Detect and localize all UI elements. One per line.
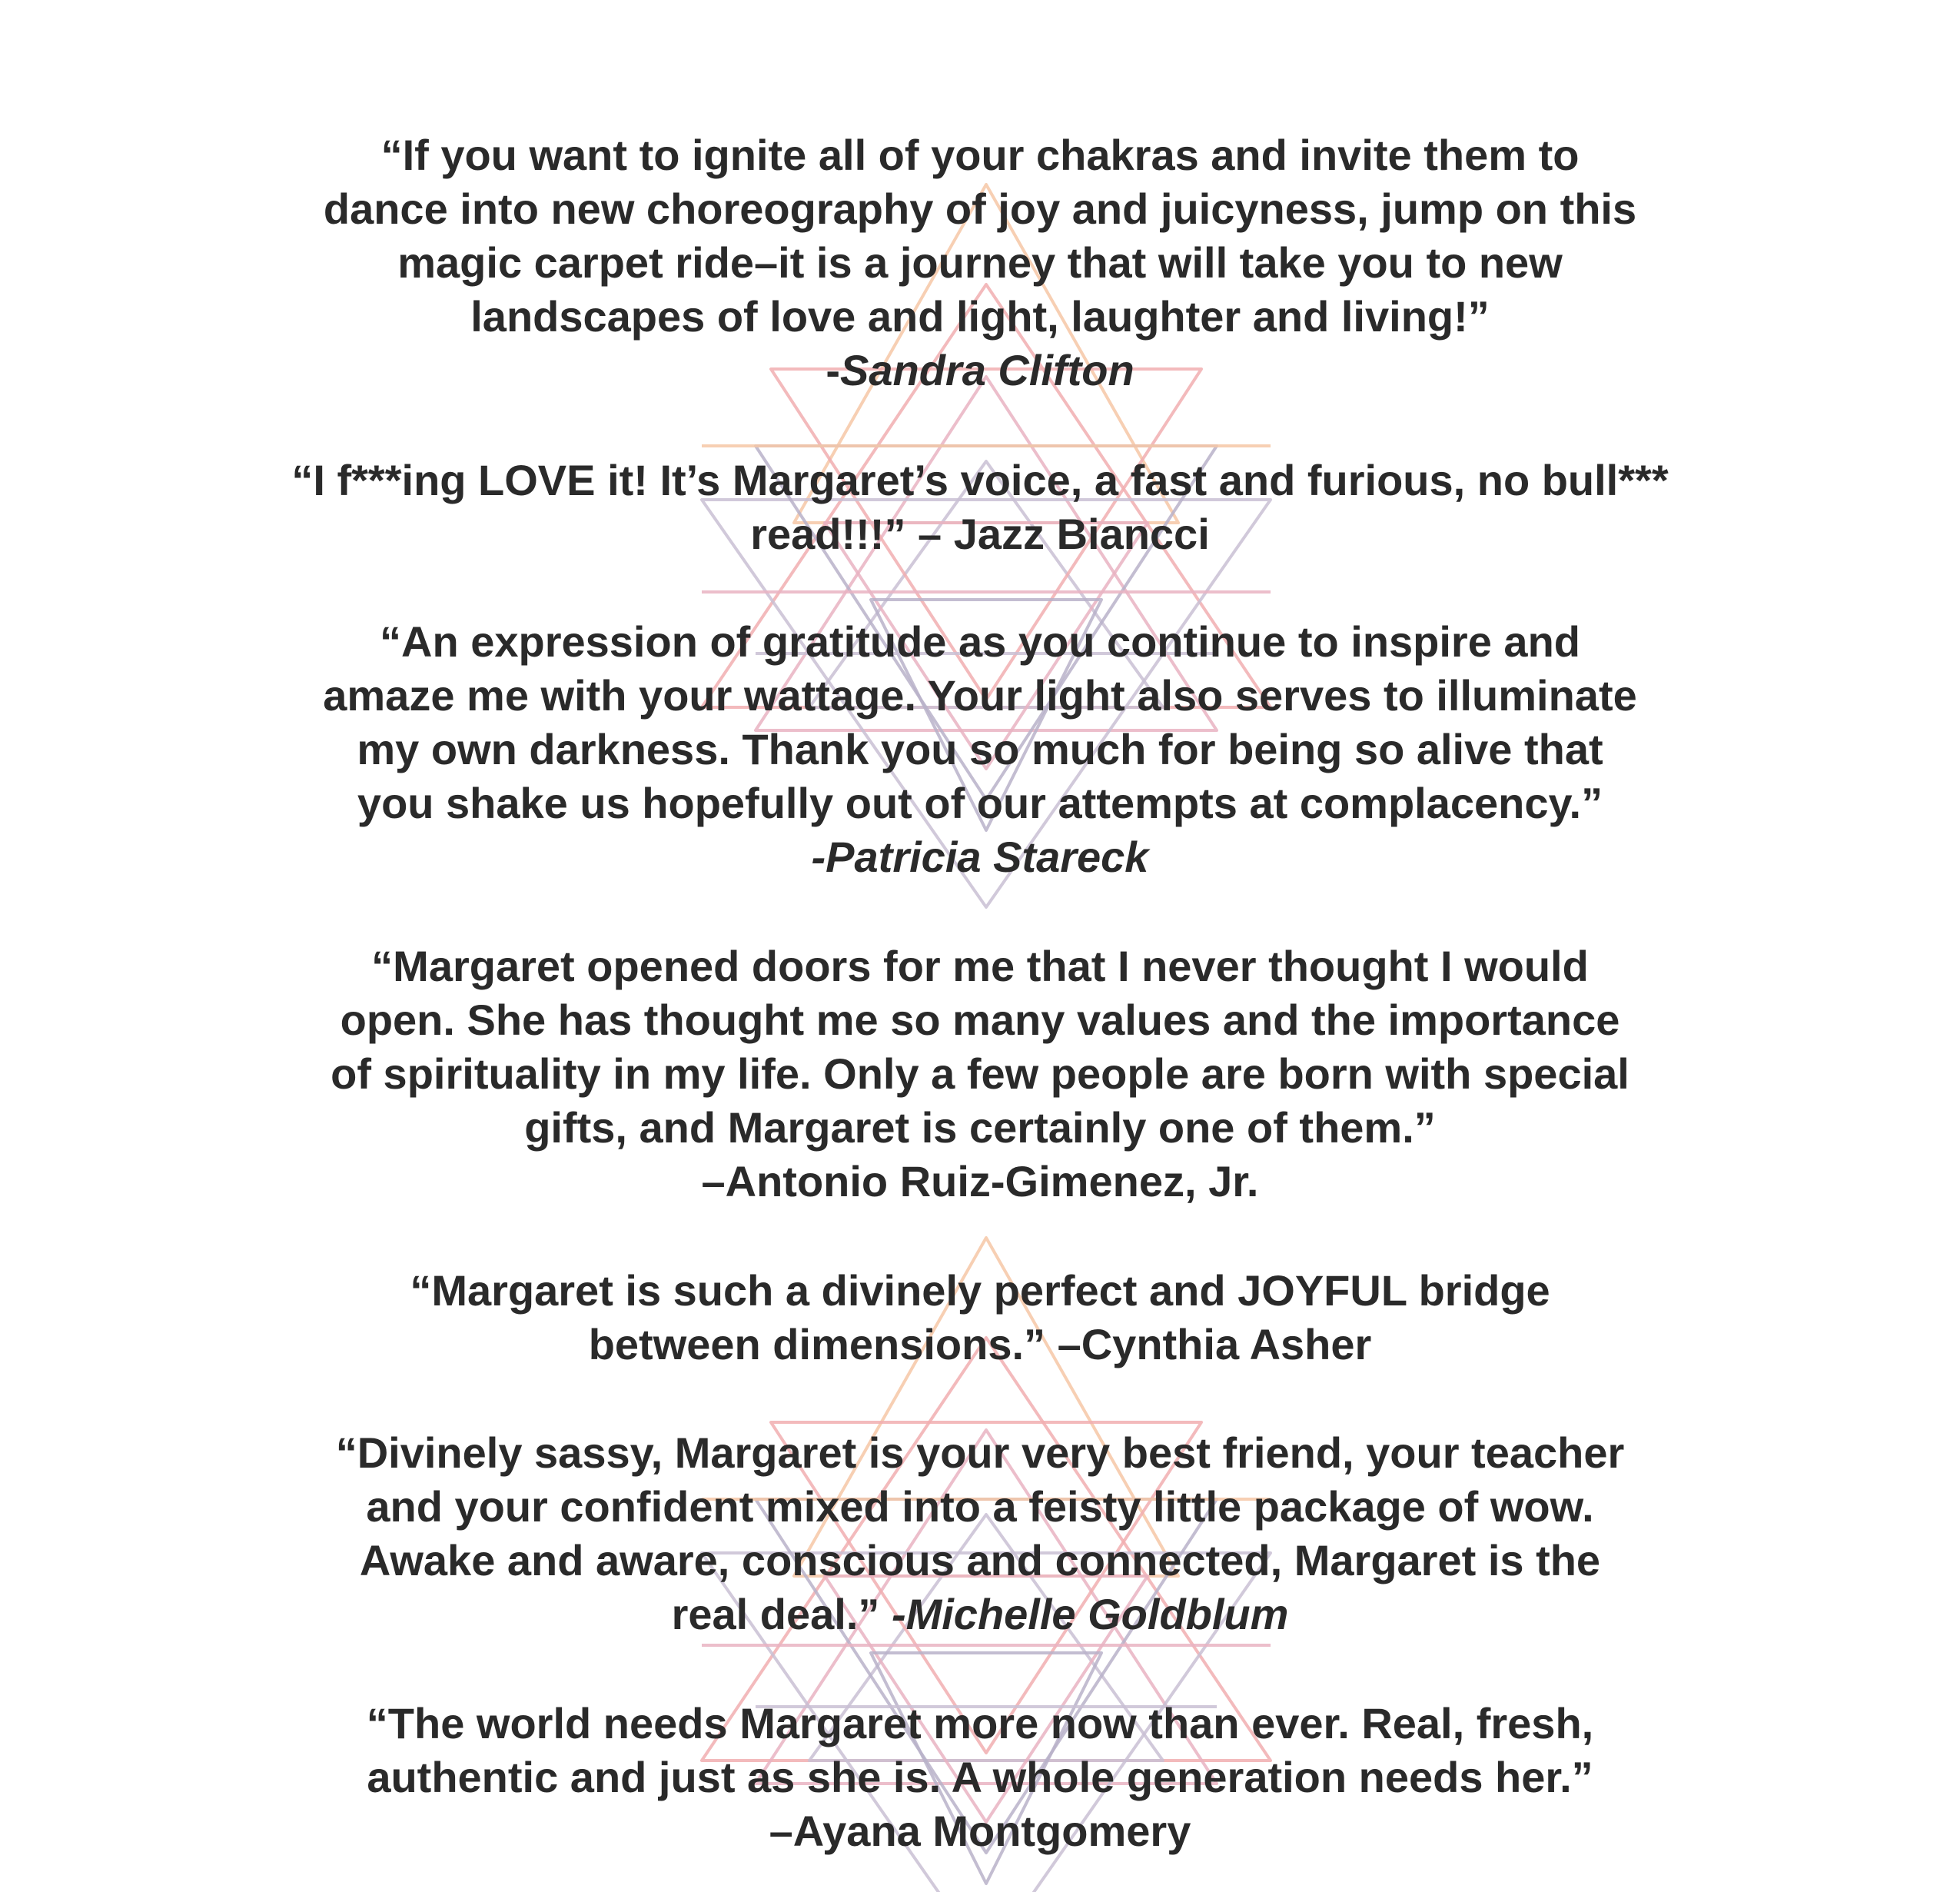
quote-line: “Margaret opened doors for me that I never thought I would [371, 942, 1589, 990]
quote-line: authentic and just as she is. A whole generation needs her.” [367, 1753, 1593, 1801]
quote-line: “Divinely sassy, Margaret is your very best friend, your teacher [335, 1428, 1625, 1477]
quote-line: “The world needs Margaret more now than ever. Real, fresh, [366, 1699, 1594, 1747]
quote-line: landscapes of love and light, laughter and living!” [470, 292, 1490, 341]
quote-line: amaze me with your wattage. Your light also serves to illuminate [323, 671, 1637, 720]
quote-line: magic carpet ride–it is a journey that will take you to new [397, 238, 1563, 287]
testimonial-cynthia-asher [231, 1264, 1729, 1372]
quote-line: my own darkness. Thank you so much for being so alive that [357, 725, 1603, 773]
testimonial-sandra-clifton [231, 128, 1729, 397]
testimonial-author: –Ayana Montgomery [769, 1807, 1191, 1855]
quote-line-with-author [231, 1588, 1729, 1641]
quote-line-with-author: read!!!” – Jazz Biancci [750, 510, 1210, 558]
quote-line: dance into new choreography of joy and juicyness, jump on this [323, 185, 1637, 233]
testimonial-patricia-stareck [231, 615, 1729, 884]
quote-line: “An expression of gratitude as you continue to inspire and [380, 617, 1580, 666]
quote-line: Awake and aware, conscious and connected, Margaret is the [359, 1536, 1601, 1584]
quote-line: “I f***ing LOVE it! It’s Margaret’s voice, a fast and furious, no bull*** [291, 456, 1669, 504]
quote-line: of spirituality in my life. Only a few people are born with special [331, 1049, 1629, 1098]
quote-line: open. She has thought me so many values and the importance [340, 996, 1620, 1044]
testimonial-author: –Antonio Ruiz-Gimenez, Jr. [701, 1157, 1259, 1205]
author-dash: - [826, 346, 840, 394]
quote-end: real deal.” [671, 1590, 892, 1638]
quote-line-with-author: between dimensions.” –Cynthia Asher [588, 1320, 1372, 1368]
quote-line: “Margaret is such a divinely perfect and JOYFUL bridge [410, 1266, 1550, 1315]
testimonial-author: -Michelle Goldblum [891, 1590, 1289, 1638]
quote-line: gifts, and Margaret is certainly one of them.” [524, 1103, 1436, 1152]
testimonial-author: -Patricia Stareck [811, 833, 1149, 881]
testimonial-ayana-montgomery [231, 1697, 1729, 1858]
quote-line: “If you want to ignite all of your chakras and invite them to [380, 131, 1580, 179]
testimonial-jazz-biancci [231, 454, 1729, 561]
author-name: Sandra Clifton [839, 346, 1134, 394]
quote-line: and your confident mixed into a feisty little package of wow. [366, 1482, 1594, 1531]
testimonial-michelle-goldblum [231, 1426, 1729, 1641]
testimonial-author [231, 344, 1729, 397]
testimonial-antonio-ruiz-gimenez [231, 939, 1729, 1209]
quote-line: you shake us hopefully out of our attempts at complacency.” [357, 779, 1603, 827]
